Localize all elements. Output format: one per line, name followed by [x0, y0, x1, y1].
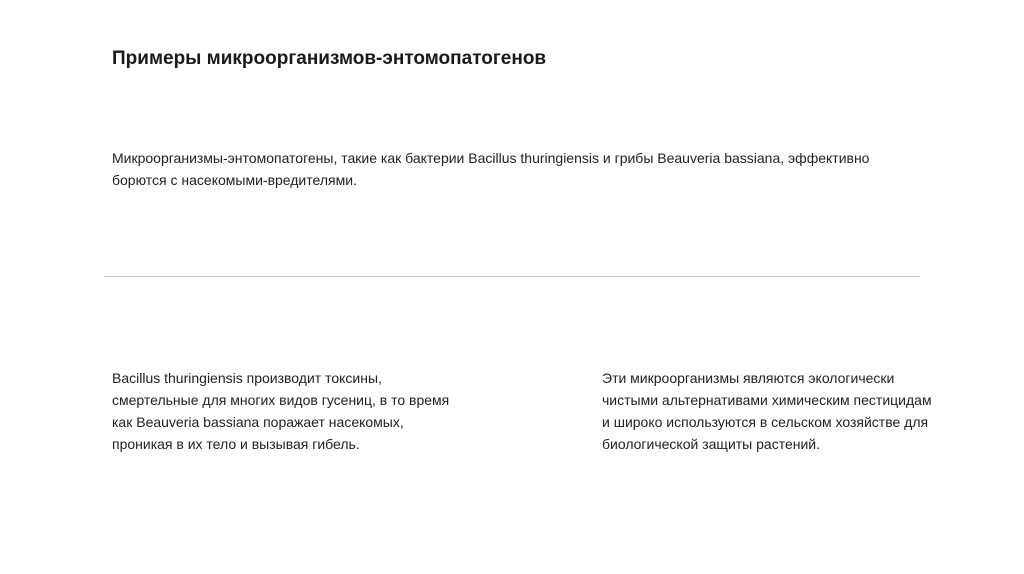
left-column-line: как Beauveria bassiana поражает насекомых,	[112, 414, 404, 430]
intro-paragraph	[112, 147, 902, 191]
intro-line: борются с насекомыми-вредителями.	[112, 172, 357, 188]
left-column-paragraph	[112, 367, 457, 455]
left-column-line: Bacillus thuringiensis производит токсины,	[112, 370, 382, 386]
intro-line: Микроорганизмы-энтомопатогены, такие как бактерии Bacillus thuringiensis и грибы Beauveria bassiana, эффективно	[112, 150, 870, 166]
slide-title: Примеры микроорганизмов-энтомопатогенов	[112, 48, 547, 69]
right-column-line: чистыми альтернативами химическим пестицидам	[602, 392, 932, 408]
left-column-line: проникая в их тело и вызывая гибель.	[112, 436, 360, 452]
right-column-line: и широко используются в сельском хозяйстве для	[602, 414, 929, 430]
section-divider	[104, 276, 920, 277]
right-column-line: биологической защиты растений.	[602, 436, 820, 452]
left-column-line: смертельные для многих видов гусениц, в то время	[112, 392, 450, 408]
right-column-paragraph	[602, 367, 932, 455]
right-column-line: Эти микроорганизмы являются экологически	[602, 370, 895, 386]
